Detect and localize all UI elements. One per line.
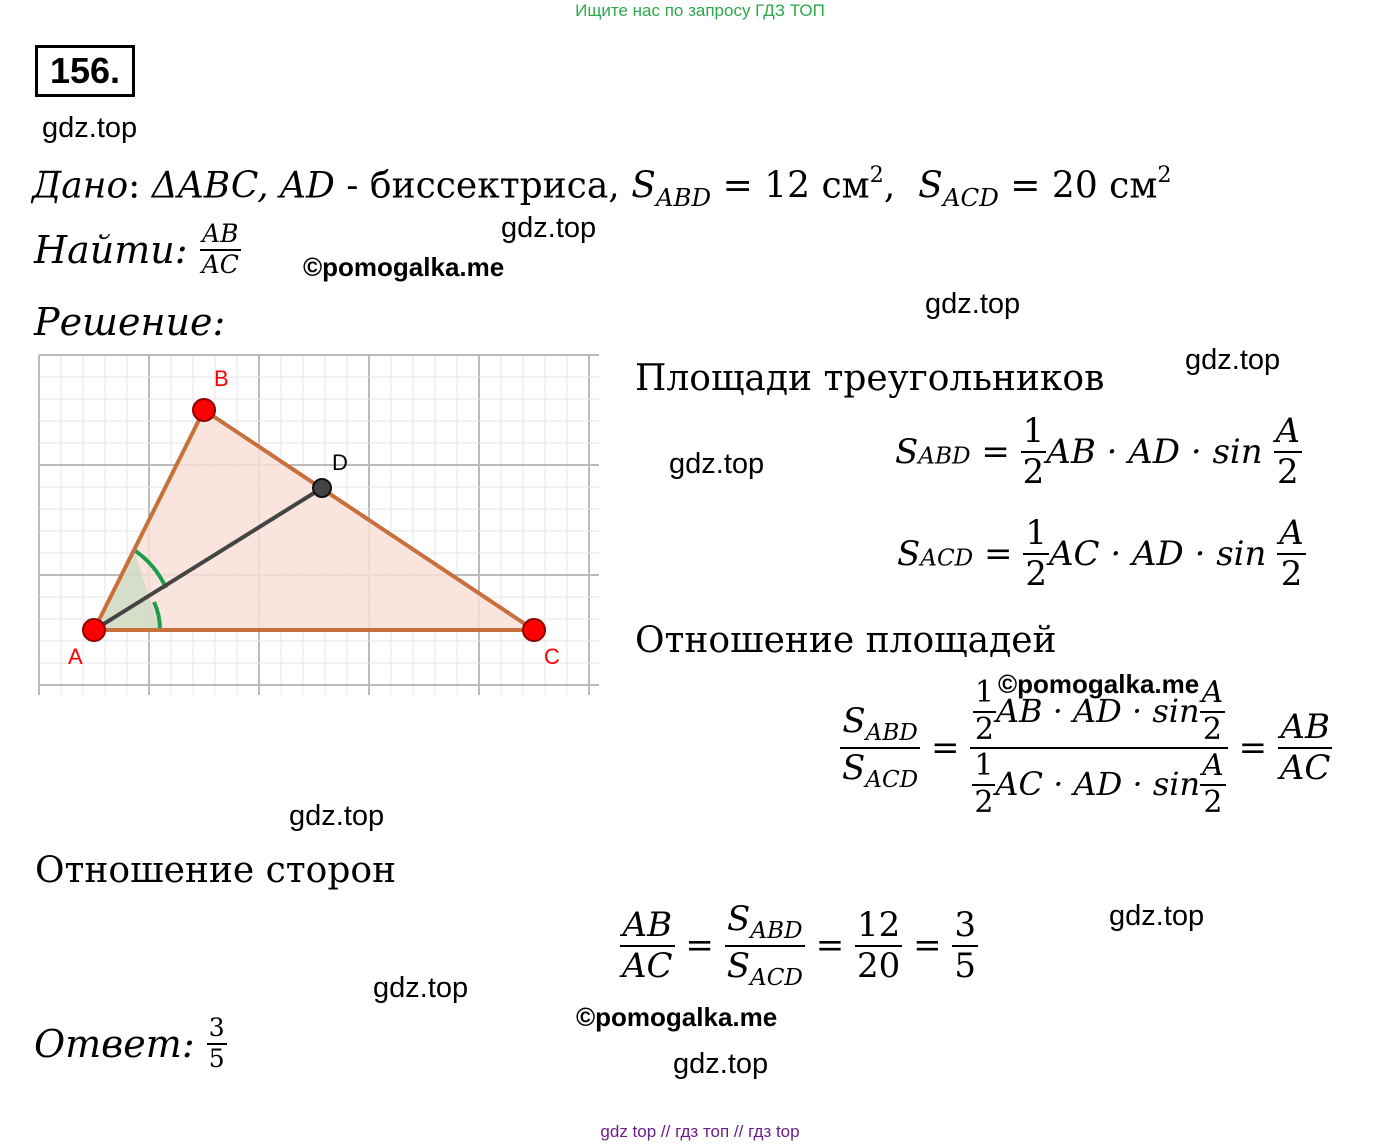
fraction-half: $\frac{1}{2}$ xyxy=(1022,411,1045,493)
label-a: A xyxy=(68,644,83,669)
watermark: gdz.top xyxy=(669,448,765,480)
answer-label: Ответ xyxy=(34,1021,182,1066)
watermark: gdz.top xyxy=(1185,344,1281,376)
watermark: gdz.top xyxy=(289,800,385,832)
watermark: gdz.top xyxy=(925,288,1021,320)
fraction-expanded: $\frac{1}{2}$ AB · AD · sin $\frac{A}{2}$ $\frac{1}{2}$ AC · AD · sin $\frac{A}{2}$ xyxy=(970,676,1227,820)
point-b xyxy=(193,399,215,421)
watermark-copyright: ©pomogalka.me xyxy=(303,252,505,282)
problem-number: 156. xyxy=(35,45,135,97)
fraction-areas: $\frac{S_{ABD}}{S_{ACD}}$ xyxy=(842,701,919,794)
watermark: gdz.top xyxy=(673,1048,769,1080)
find-line: Найти: $\frac{AB}{AC}$ xyxy=(34,219,239,279)
answer-line: Ответ: $\frac{3}{5}$ xyxy=(34,1013,225,1073)
watermark: gdz.top xyxy=(42,112,138,144)
sides-heading: Отношение сторон xyxy=(35,850,397,891)
watermark: gdz.top xyxy=(501,212,597,244)
fraction-sides: $\frac{AB}{AC}$ xyxy=(1279,706,1331,788)
given-line: Дано: ΔABC, AD - биссектриса, $S_{ABD} = 12$ $см^2$, $S_{ACD} = 20$ $см^2$ xyxy=(32,162,1172,213)
watermark-copyright: ©pomogalka.me xyxy=(576,1002,778,1032)
fraction-half: $\frac{1}{2}$ xyxy=(1025,513,1047,595)
given-area-acd: 20 см xyxy=(1051,165,1158,207)
find-label: Найти xyxy=(34,227,175,272)
watermark: gdz.top xyxy=(373,972,469,1004)
fraction-a-half: $\frac{A}{2}$ xyxy=(1279,513,1304,595)
triangle-figure xyxy=(34,350,604,700)
point-a xyxy=(83,619,105,641)
given-label: Дано xyxy=(32,165,129,207)
answer-fraction: $\frac{3}{5}$ xyxy=(208,1013,225,1073)
bottom-banner: gdz top // гдз топ // гдз top xyxy=(600,1122,800,1141)
sides-ratio-formula: $\frac{AB}{AC}$ = $\frac{S_{ABD}}{S_{ACD}}$ = $\frac{12}{20}$ = $\frac{3}{5}$ xyxy=(622,899,977,991)
top-banner: Ищите нас по запросу ГДЗ ТОП xyxy=(575,1,825,20)
area-formula-acd: $S_{ACD}$ = $\frac{1}{2}$ AC · AD · sin $\frac{A}{2}$ xyxy=(897,513,1304,595)
ratio-heading: Отношение площадей xyxy=(635,620,1057,661)
area-ratio-formula: $\frac{S_{ABD}}{S_{ACD}}$ = $\frac{1}{2}$ AB · AD · sin $\frac{A}{2}$ $\frac{1}{2}$ AC · AD · sin $\frac{A}{2}$ = $\frac{AB}{AC}$ xyxy=(842,675,1331,820)
find-fraction: $\frac{AB}{AC}$ xyxy=(201,219,239,279)
given-triangle: ΔABC xyxy=(151,165,258,207)
areas-heading: Площади треугольников xyxy=(635,358,1105,399)
solution-label: Решение: xyxy=(34,300,226,344)
label-c: C xyxy=(544,644,560,669)
watermark-copyright: ©pomogalka.me xyxy=(998,669,1200,699)
given-area-abd: 12 см xyxy=(764,165,870,207)
area-formula-abd: $S_{ABD}$ = $\frac{1}{2}$ AB · AD · sin $\frac{A}{2}$ xyxy=(895,411,1301,493)
given-bisector-word: - биссектриса, xyxy=(334,165,632,207)
fraction-a-half: $\frac{A}{2}$ xyxy=(1275,411,1301,493)
given-bisector: AD xyxy=(279,165,335,207)
label-d: D xyxy=(332,450,348,475)
point-c xyxy=(523,619,545,641)
point-d xyxy=(313,479,331,497)
watermark: gdz.top xyxy=(1109,900,1205,932)
label-b: B xyxy=(214,366,229,391)
